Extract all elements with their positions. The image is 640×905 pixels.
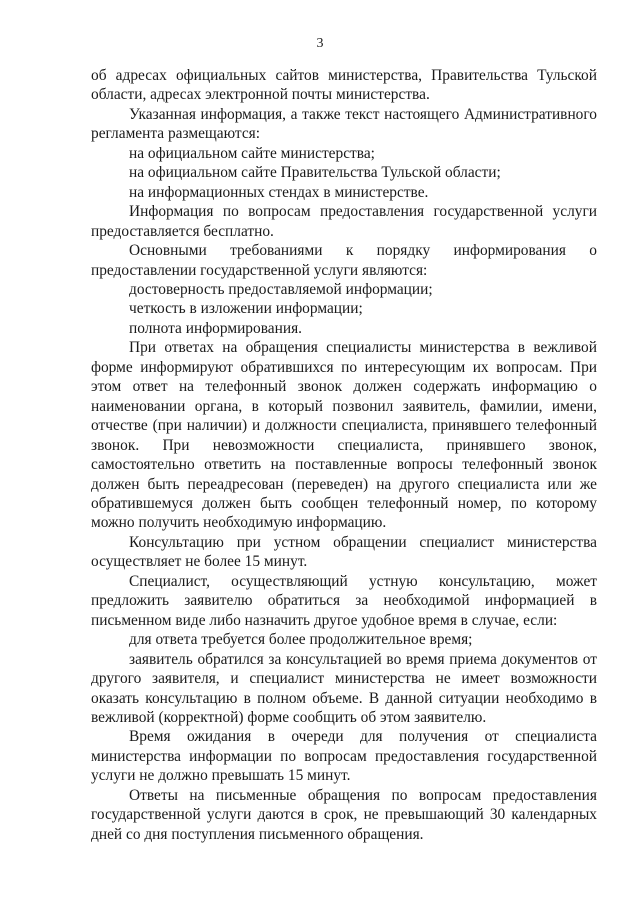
paragraph-during-reception: заявитель обратился за консультацией во время приема документов от другого заявителя, и специалист министерства не имеет возможности оказать консультацию в полном объеме. В данной ситуации необходимо в вежливой (корректной) форме сообщить об этом заявителю. — [91, 650, 597, 726]
paragraph-waiting-time: Время ожидания в очереди для получения от специалиста министерства информации по вопросам предоставления государственной услуги не должно превышать 15 минут. — [91, 728, 597, 785]
paragraph-oral-consultation: Консультацию при устном обращении специалист министерства осуществляет не более 15 минут. — [91, 533, 597, 571]
list-item-completeness: полнота информирования. — [129, 319, 302, 337]
paragraph-free-information: Информация по вопросам предоставления государственной услуги предоставляется бесплатно. — [91, 203, 597, 240]
paragraph-informing-requirements: Основными требованиями к порядку информирования о предоставлении государственной услуги являются: — [91, 242, 597, 279]
list-item-info-stands: на информационных стендах в министерстве. — [129, 183, 429, 201]
list-item-government-site: на официальном сайте Правительства Тульской области; — [129, 164, 501, 182]
paragraph-info-placement: Указанная информация, а также текст настоящего Административного регламента размещаются: — [91, 105, 597, 143]
page-number: 3 — [316, 36, 324, 51]
paragraph-website-addresses: об адресах официальных сайтов министерства, Правительства Тульской области, адресах электронной почты министерства. — [91, 67, 597, 104]
document-body — [91, 66, 597, 844]
list-item-reliability: достоверность предоставляемой информации; — [129, 280, 433, 298]
paragraph-phone-answers: При ответах на обращения специалисты министерства в вежливой форме информируют обратившихся по интересующим их вопросам. При этом ответ на телефонный звонок должен содержать информацию о наименовании органа, в который позвонил заявитель, фамилии, имени, отчестве (при наличии) и должности специалиста, принявшего телефонный звонок. При невозможности специалиста, принявшего звонок, самостоятельно ответить на поставленные вопросы телефонный звонок должен быть переадресован (переведен) на другого специалиста или же обратившемуся должен быть сообщен телефонный номер, по которому можно получить необходимую информацию. — [91, 339, 597, 532]
list-item-longer-time: для ответа требуется более продолжительное время; — [129, 631, 473, 649]
paragraph-written-responses: Ответы на письменные обращения по вопросам предоставления государственной услуги даются в срок, не превышающий 30 календарных дней со дня поступления письменного обращения. — [91, 786, 597, 843]
paragraph-alternative-time: Специалист, осуществляющий устную консультацию, может предложить заявителю обратиться за необходимой информацией в письменном виде либо назначить другое удобное время в случае, если: — [91, 572, 597, 629]
list-item-clarity: четкость в изложении информации; — [129, 300, 363, 318]
list-item-ministry-site: на официальном сайте министерства; — [129, 144, 375, 162]
